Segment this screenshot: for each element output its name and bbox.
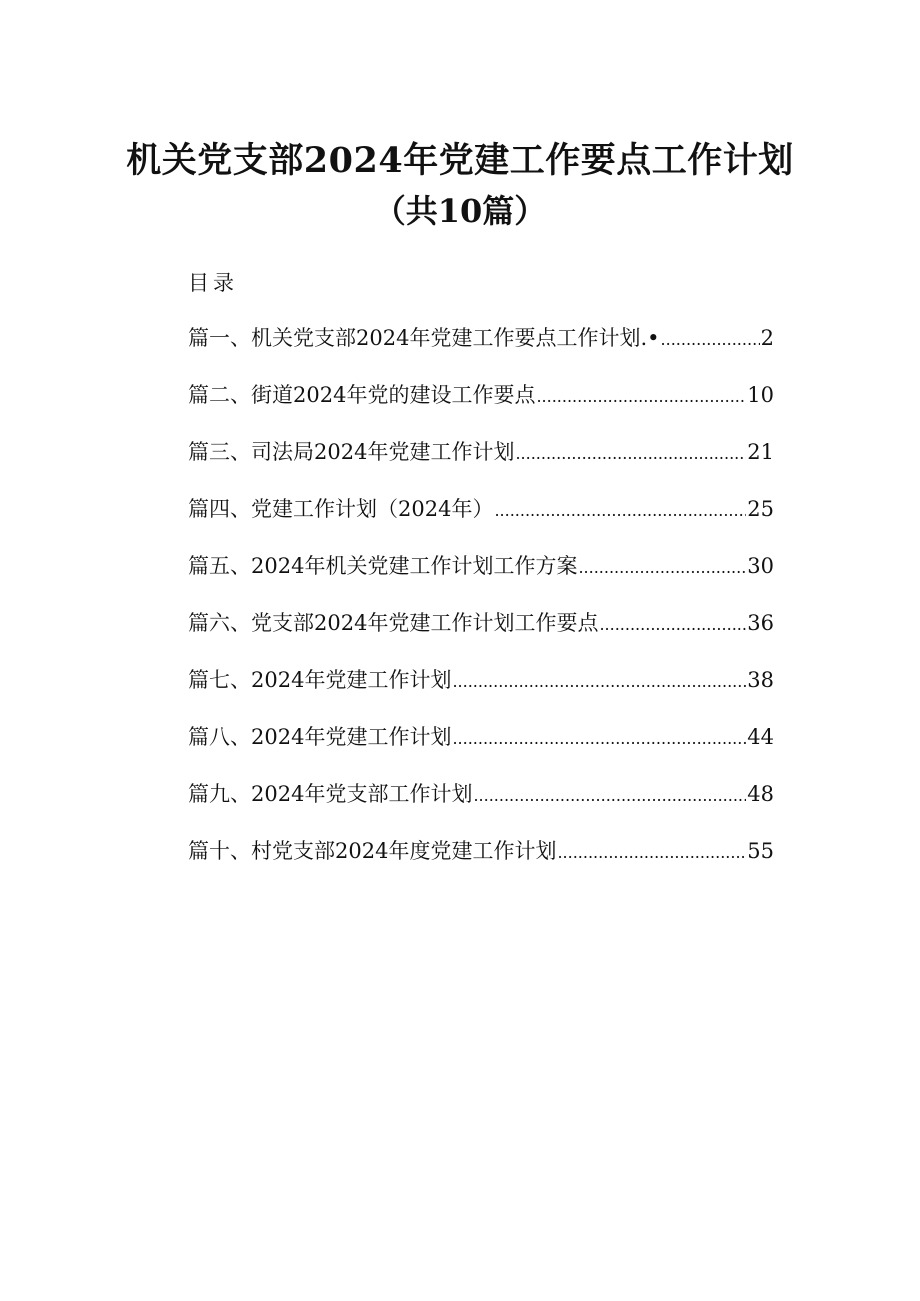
- toc-entry-page: 44: [747, 725, 774, 749]
- toc-entry-5[interactable]: [188, 548, 774, 605]
- toc-entry-page: 36: [747, 611, 774, 635]
- toc-entry-8[interactable]: [188, 719, 774, 776]
- table-of-contents: [188, 320, 774, 890]
- toc-entry-label: 篇六、党支部2024年党建工作计划工作要点: [188, 611, 599, 635]
- toc-entry-7[interactable]: [188, 662, 774, 719]
- dot-leader: [452, 721, 746, 757]
- toc-entry-label: 篇五、2024年机关党建工作计划工作方案: [188, 554, 578, 578]
- dot-leader: [661, 322, 760, 358]
- dot-leader: [599, 607, 746, 643]
- toc-entry-label: 篇八、2024年党建工作计划: [188, 725, 452, 749]
- toc-entry-10[interactable]: [188, 833, 774, 890]
- toc-entry-1[interactable]: [188, 320, 774, 377]
- toc-entry-label: 篇二、街道2024年党的建设工作要点: [188, 383, 536, 407]
- toc-entry-label: 篇十、村党支部2024年度党建工作计划: [188, 839, 557, 863]
- toc-entry-page: 21: [747, 440, 774, 464]
- toc-entry-label: 篇一、机关党支部2024年党建工作要点工作计划.•: [188, 326, 660, 350]
- dot-leader: [578, 550, 746, 586]
- toc-entry-3[interactable]: [188, 434, 774, 491]
- dot-leader: [515, 436, 746, 472]
- dot-leader: [473, 778, 746, 814]
- toc-entry-page: 2: [760, 326, 774, 350]
- document-title: 机关党支部2024年党建工作要点工作计划: [126, 140, 794, 181]
- dot-leader: [452, 664, 746, 700]
- toc-entry-page: 38: [747, 668, 774, 692]
- toc-entry-page: 30: [747, 554, 774, 578]
- toc-entry-page: 48: [747, 782, 774, 806]
- toc-entry-page: 10: [747, 383, 774, 407]
- toc-entry-label: 篇四、党建工作计划（2024年）: [188, 497, 494, 521]
- dot-leader: [557, 835, 746, 871]
- toc-entry-6[interactable]: [188, 605, 774, 662]
- toc-entry-label: 篇七、2024年党建工作计划: [188, 668, 452, 692]
- dot-leader: [494, 493, 746, 529]
- toc-entry-page: 55: [747, 839, 774, 863]
- toc-entry-label: 篇九、2024年党支部工作计划: [188, 782, 473, 806]
- toc-entry-page: 25: [747, 497, 774, 521]
- toc-heading: 目录: [188, 271, 238, 295]
- toc-entry-2[interactable]: [188, 377, 774, 434]
- toc-entry-9[interactable]: [188, 776, 774, 833]
- toc-entry-label: 篇三、司法局2024年党建工作计划: [188, 440, 515, 464]
- dot-leader: [536, 379, 746, 415]
- toc-entry-4[interactable]: [188, 491, 774, 548]
- document-subtitle: （共10篇）: [373, 192, 547, 230]
